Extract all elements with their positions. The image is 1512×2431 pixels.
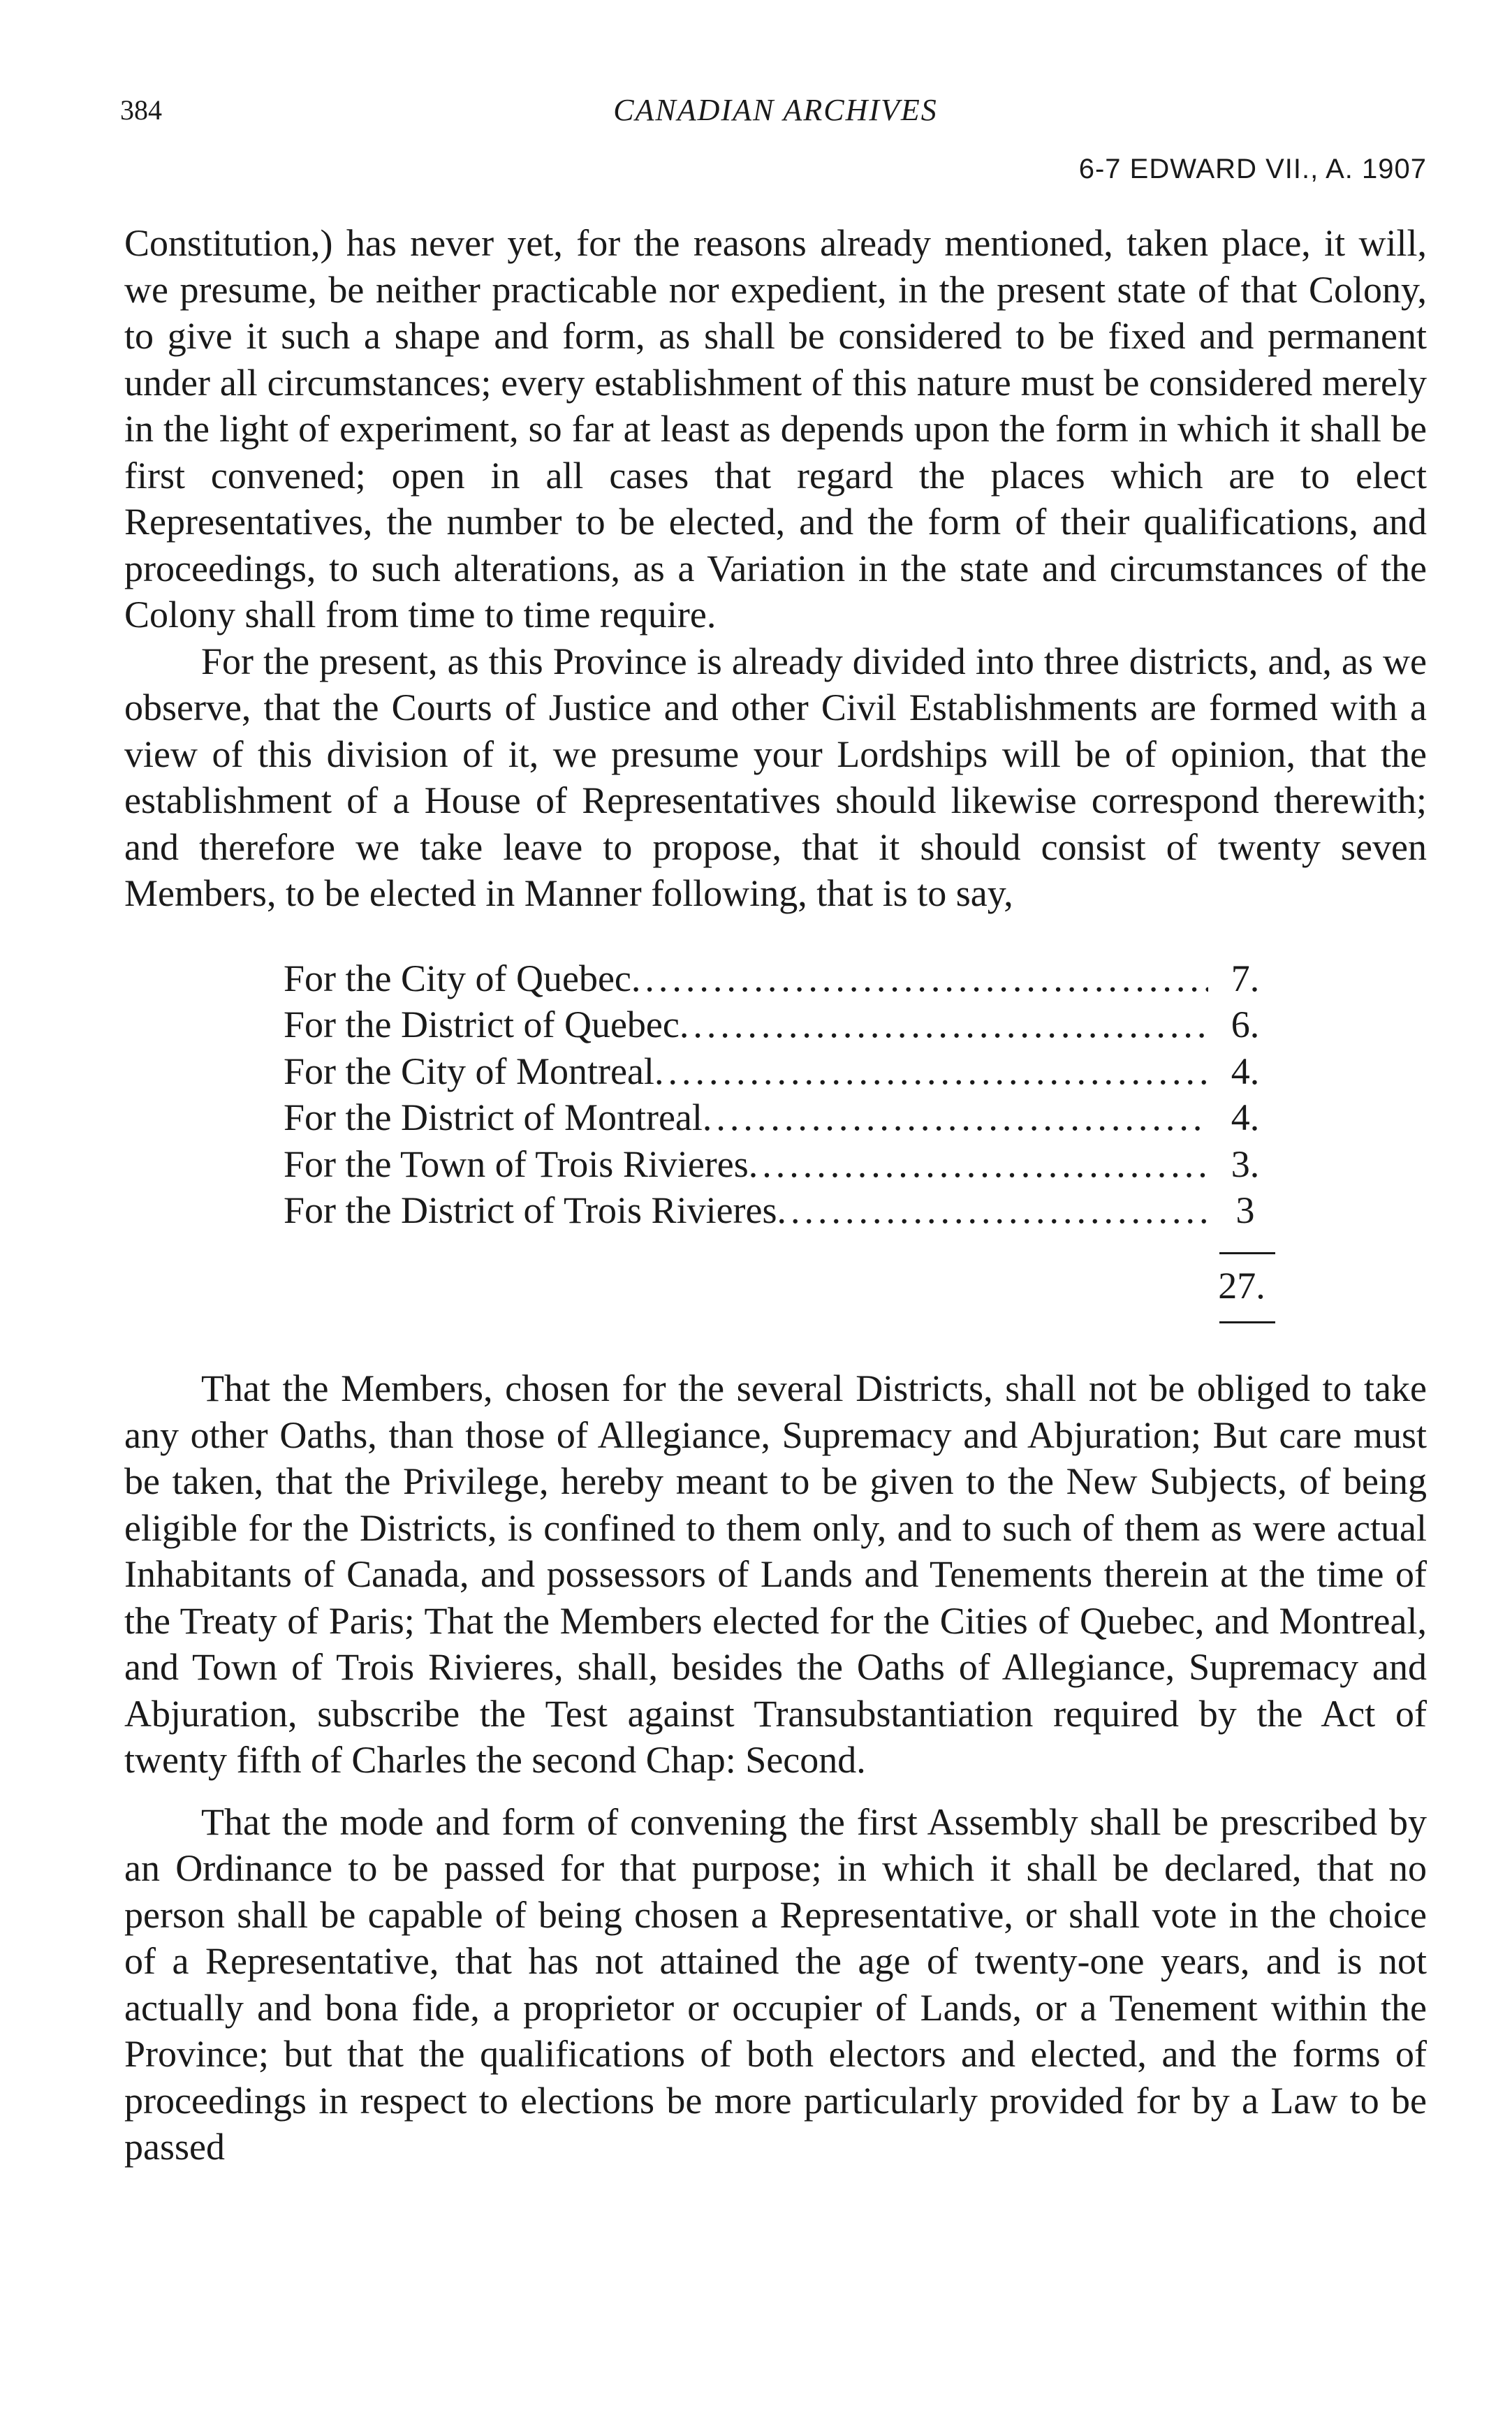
session-line: 6-7 EDWARD VII., A. 1907 [1078,154,1427,184]
table-row [284,955,1275,1002]
dot-leader [749,1141,1208,1188]
row-value: 4. [1231,1050,1260,1092]
paragraph-oaths: That the Members, chosen for the several Districts, shall not be obliged to take any other Oaths, than those of Allegiance, Supremacy and Abjuration; But care must be taken, that the Privilege, hereby meant to be given to the New Subjects, of being eligible for the Districts, is confined to them only, and to such of them as were actual Inhabitants of Canada, and possessors of Lands and Tenements therein at the time of the Treaty of Paris; That the Members elected for the Cities of Quebec, and Montreal, and Town of Trois Rivieres, shall, besides the Oaths of Allegiance, Supremacy and Abjuration, subscribe the Test against Transubstantiation required by the Act of twenty fifth of Charles the second Chap: Second. [124,1367,1427,1781]
running-head [120,84,1427,140]
table-row [284,1048,1275,1095]
table-row [284,1001,1275,1048]
paragraph-gap [124,1784,1427,1799]
sum-rule [1219,1252,1275,1254]
row-label: For the City of Montreal [284,1050,654,1092]
member-allocation-table [284,955,1275,1324]
document-page [120,84,1427,2171]
paragraph-assembly: That the mode and form of convening the first Assembly shall be prescribed by an Ordinance to be passed for that purpose; in which it shall be declared, that no person shall be capable of being chosen a Representative, or shall vote in the choice of a Representative, that has not attained the age of twenty-one years, and is not actually and bona fide, a proprietor or occupier of Lands, or a Tenement within the Province; but that the qualifications of both electors and elected, and the forms of proceedings in respect to elections be more particularly provided for by a Law to be passed [124,1800,1427,2168]
row-label: For the District of Trois Rivieres [284,1189,777,1231]
row-label: For the District of Quebec [284,1004,680,1045]
row-value: 3. [1231,1143,1260,1185]
page-number: 384 [120,94,162,126]
row-value: 6. [1231,1004,1260,1045]
dot-leader [631,955,1208,1002]
row-label: For the Town of Trois Rivieres [284,1143,749,1185]
total-value: 27. [1218,1264,1265,1307]
dot-leader [777,1187,1208,1234]
running-title: CANADIAN ARCHIVES [613,93,938,127]
dot-leader [654,1048,1208,1095]
row-value: 3 [1235,1189,1255,1231]
total-row [284,1263,1275,1309]
dot-leader [680,1001,1208,1048]
paragraph-districts: For the present, as this Province is already divided into three districts, and, as we observe, that the Courts of Justice and other Civil Establishments are formed with a view of this division of it, we presume your Lordships will be of opinion, that the establishment of a House of Representatives should likewise correspond therewith; and therefore we take leave to propose, that it should consist of twenty seven Members, to be elected in Manner following, that is to say, [124,640,1427,914]
table-row [284,1094,1275,1141]
paragraph-constitution: Constitution,) has never yet, for the reasons already mentioned, taken place, it will, we presume, be neither practicable nor expedient, in the present state of that Colony, to give it such a shape and form, as shall be considered to be fixed and permanent under all circumstances; every establishment of this nature must be considered merely in the light of experiment, so far at least as depends upon the form in which it shall be first convened; open in all cases that regard the places which are to elect Representatives, the number to be elected, and the form of their qualifications, and proceedings, to such alterations, as a Variation in the state and circumstances of the Colony shall from time to time require. [124,222,1427,636]
row-label: For the District of Montreal [284,1096,703,1138]
sum-rule-bottom [1219,1321,1275,1323]
row-label: For the City of Quebec [284,957,631,999]
table-row [284,1187,1275,1234]
row-value: 4. [1231,1096,1260,1138]
dot-leader [703,1094,1208,1141]
row-value: 7. [1231,957,1260,999]
table-row [284,1141,1275,1188]
